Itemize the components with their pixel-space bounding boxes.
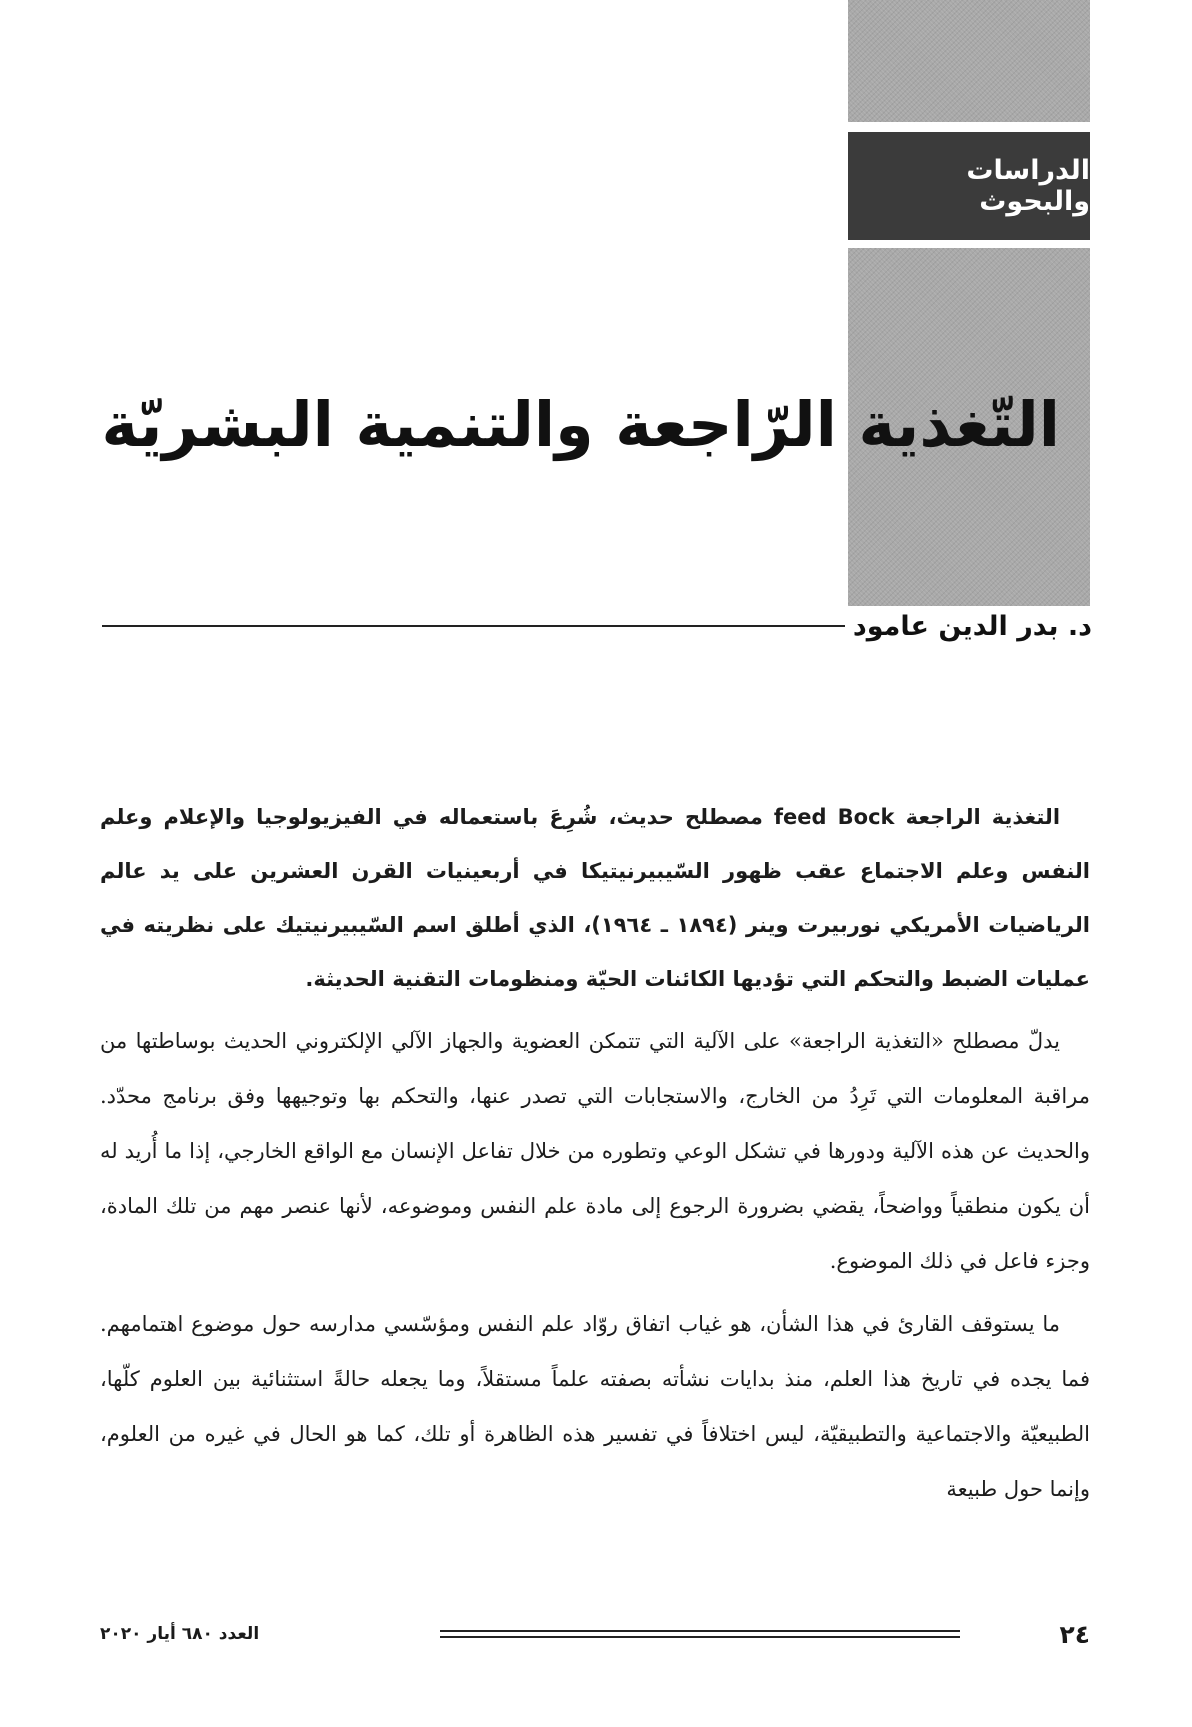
decorative-gray-block-top: [848, 0, 1090, 122]
article-paragraph-2: يدلّ مصطلح «التغذية الراجعة» على الآلية التي تتمكن العضوية والجهاز الآلي الإلكتروني الحديث بوساطتها من مراقبة المعلومات التي تَرِدُ من الخارج، والاستجابات التي تصدر عنها، والتحكم بها وتوجيهها وفق برنامج محدّد. والحديث عن هذه الآلية ودورها في تشكل الوعي وتطوره من خلال تفاعل الإنسان مع الواقع الخارجي، إذا ما أُريد له أن يكون منطقياً وواضحاً، يقضي بضرورة الرجوع إلى مادة علم النفس وموضوعه، لأنها عنصر مهم من تلك المادة، وجزء فاعل في ذلك الموضوع.: [100, 1029, 1090, 1273]
article-body: [100, 790, 1090, 1525]
section-label-text: الدراسات والبحوث: [966, 155, 1090, 217]
footer-divider: [440, 1630, 960, 1638]
page-number: ٢٤: [1059, 1619, 1090, 1649]
author-name: د. بدر الدين عامود: [852, 610, 1092, 642]
section-label: [848, 132, 1090, 240]
article-paragraph-1: التغذية الراجعة feed Bock مصطلح حديث، شُرِعَ باستعماله في الفيزيولوجيا والإعلام وعلم النفس وعلم الاجتماع عقب ظهور السّيبيرنيتيكا في أربعينيات القرن العشرين على يد عالم الرياضيات الأمريكي نوربيرت وينر (١٨٩٤ ـ ١٩٦٤)، الذي أطلق اسم السّيبيرنيتيك على نظريته في عمليات الضبط والتحكم التي تؤديها الكائنات الحيّة ومنظومات التقنية الحديثة.: [100, 805, 1090, 991]
article-title: التّغذية الرّاجعة والتنمية البشريّة: [101, 388, 1060, 461]
page-footer: [100, 1614, 1090, 1654]
author-byline: [102, 602, 1092, 650]
article-paragraph-3: ما يستوقف القارئ في هذا الشأن، هو غياب اتفاق روّاد علم النفس ومؤسّسي مدارسه حول موضوع اهتمامهم. فما يجده في تاريخ هذا العلم، منذ بدايات نشأته بصفته علماً مستقلاً، وما يجعله حالةً استثنائية بين العلوم كلّها، الطبيعيّة والاجتماعية والتطبيقيّة، ليس اختلافاً في تفسير هذه الظاهرة أو تلك، كما هو الحال في غيره من العلوم، وإنما حول طبيعة: [100, 1312, 1090, 1501]
author-divider-line: [102, 625, 845, 627]
issue-info: العدد ٦٨٠ أيار ٢٠٢٠: [100, 1624, 260, 1644]
